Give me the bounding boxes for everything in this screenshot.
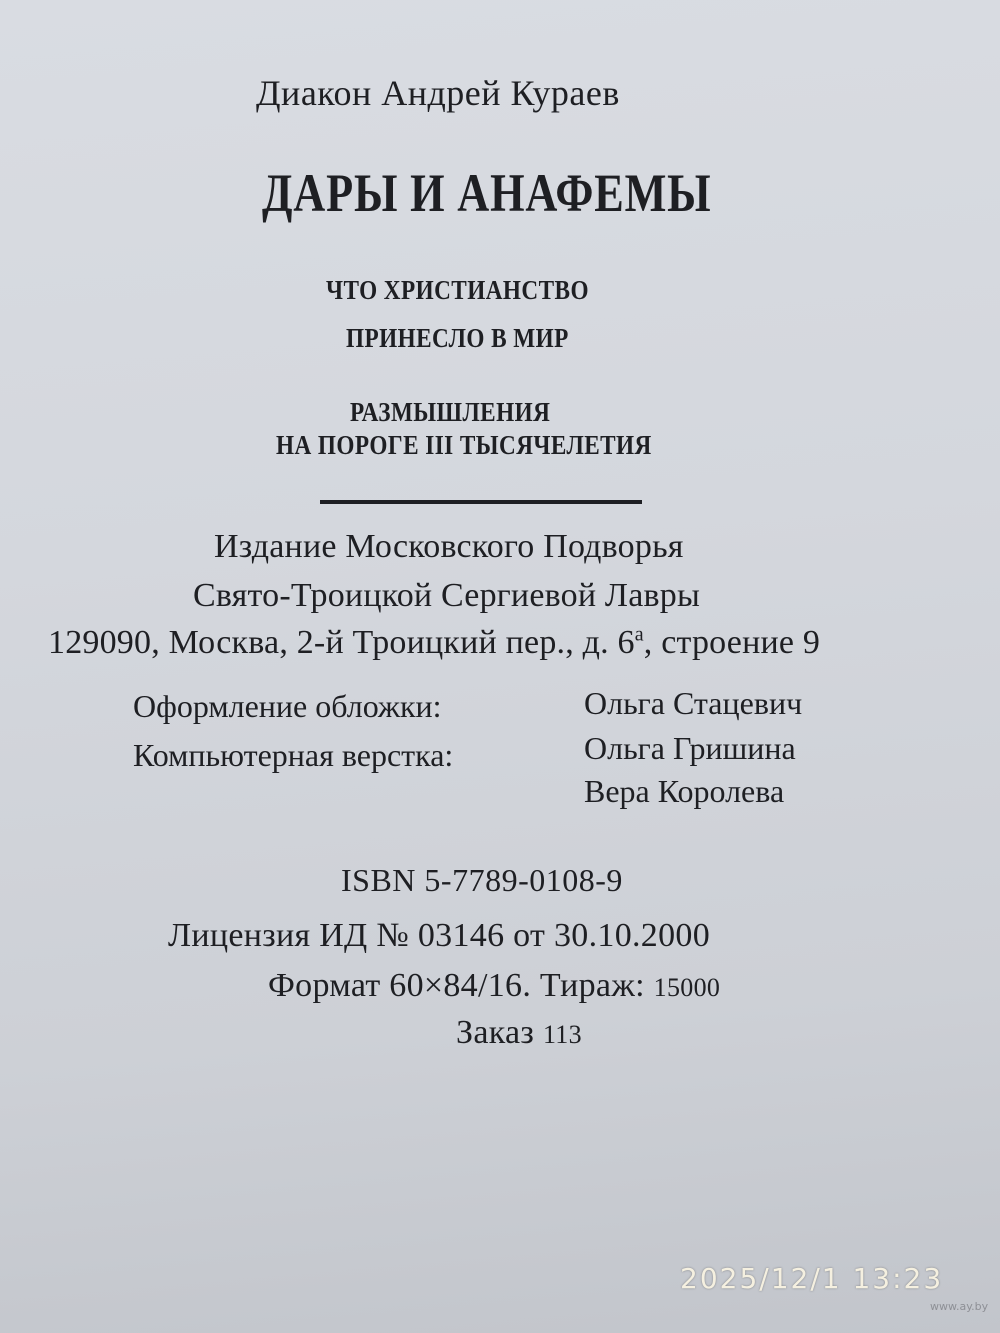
order-line <box>456 1014 582 1052</box>
layout-label: Компьютерная верстка: <box>133 737 454 773</box>
subtitle-line-4: НА ПОРОГЕ III ТЫСЯЧЕЛЕТИЯ <box>276 430 652 460</box>
layout-name-1: Ольга Гришина <box>584 730 796 766</box>
cover-design-name: Ольга Стацевич <box>584 685 803 721</box>
subtitle-line-2: ПРИНЕСЛО В МИР <box>346 323 569 353</box>
cover-design-label: Оформление обложки: <box>133 688 442 724</box>
site-watermark: www.ay.by <box>930 1300 989 1313</box>
format-line <box>268 967 720 1005</box>
publisher-line-1: Издание Московского Подворья <box>214 528 684 565</box>
address-building: , строение 9 <box>643 624 821 661</box>
book-title: ДАРЫ И АНАФЕМЫ <box>262 163 712 223</box>
divider-rule <box>320 500 642 504</box>
photo-timestamp: 2025/12/1 13:23 <box>680 1262 944 1295</box>
print-run: 15000 <box>653 973 721 1002</box>
isbn: ISBN 5-7789-0108-9 <box>341 862 623 898</box>
layout-name-2: Вера Королева <box>584 773 785 809</box>
order-text: Заказ <box>456 1014 543 1051</box>
subtitle-line-1: ЧТО ХРИСТИАНСТВО <box>326 275 589 305</box>
address-main: 129090, Москва, 2-й Троицкий пер., д. 6 <box>48 624 635 661</box>
license-line: Лицензия ИД № 03146 от 30.10.2000 <box>168 917 710 954</box>
publisher-address <box>48 624 820 662</box>
order-number: 113 <box>542 1020 582 1049</box>
format-text: Формат 60×84/16. Тираж: <box>268 967 654 1004</box>
publisher-line-2: Свято-Троицкой Сергиевой Лавры <box>193 577 700 614</box>
address-superscript: а <box>634 623 644 646</box>
author-name: Диакон Андрей Кураев <box>256 73 620 113</box>
subtitle-line-3: РАЗМЫШЛЕНИЯ <box>350 397 551 427</box>
